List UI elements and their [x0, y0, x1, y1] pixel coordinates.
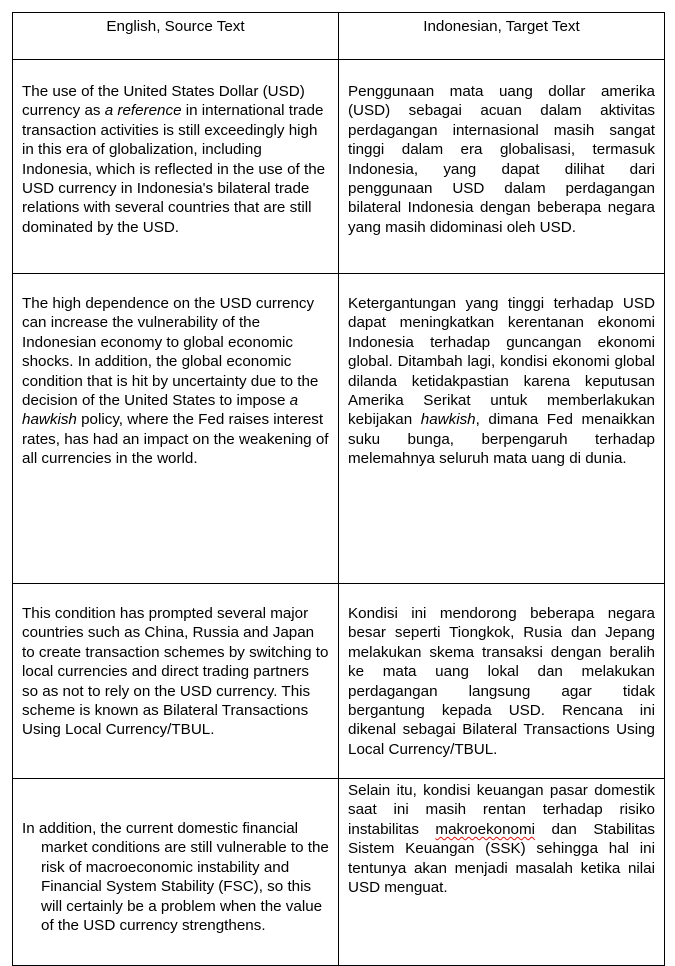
emphasized-term: a reference [104, 102, 182, 120]
emphasized-term: a hawkish [22, 392, 299, 429]
target-cell [339, 584, 665, 779]
target-text: Ketergantungan yang tinggi terhadap USD dapat meningkatkan kerentanan ekonomi Indonesia terhadap guncangan ekonomi global. Ditambah lagi, kondisi ekonomi global dilanda ketidakpastian karena keputusan Amerika Serikat untuk memberlakukan kebijakan hawkish, dimana Fed menaikkan suku bunga, berpengaruh terhadap melemahnya seluruh mata uang di dunia. [348, 295, 655, 468]
target-cell [339, 779, 665, 966]
table-row [13, 584, 665, 779]
table-row [13, 60, 665, 274]
target-header: Indonesian, Target Text [339, 13, 665, 60]
source-cell [13, 779, 339, 966]
source-cell [13, 584, 339, 779]
source-text: The use of the United States Dollar (USD) currency as a reference in international trade transaction activities is still exceedingly high in this era of globalization, including Indonesia, which is reflected in the use of the USD currency in Indonesia's bilateral trade relations with several countries that are still dominated by the USD. [22, 83, 326, 236]
target-text: Kondisi ini mendorong beberapa negara besar seperti Tiongkok, Rusia dan Jepang melakukan skema transaksi dengan beralih ke mata uang lokal dan melakukan perdagangan langsung agar tidak bergantung kepada USD. Rencana ini dikenal sebagai Bilateral Transactions Using Local Currency/TBUL. [348, 605, 655, 758]
target-text: Selain itu, kondisi keuangan pasar domestik saat ini masih rentan terhadap risiko instabilitas makroekonomi dan Stabilitas Sistem Keuangan (SSK) sehingga hal ini tentunya akan menjadi masalah ketika nilai USD menguat. [348, 782, 655, 897]
target-cell [339, 60, 665, 274]
target-cell [339, 274, 665, 584]
translation-table [12, 12, 665, 966]
source-text: In addition, the current domestic financial market conditions are still vulnerable to the risk of macroeconomic instability and Financial System Stability (FSC), so this will certainly be a problem when the value of the USD currency strengthens. [22, 820, 329, 935]
source-text: This condition has prompted several major countries such as China, Russia and Japan to create transaction schemes by switching to local currencies and direct trading partners so as not to rely on the USD currency. This scheme is known as Bilateral Transactions Using Local Currency/TBUL. [22, 605, 329, 739]
emphasized-term: hawkish [420, 411, 476, 429]
source-header: English, Source Text [13, 13, 339, 60]
source-cell [13, 60, 339, 274]
spellcheck-flagged-word[interactable]: makroekonomi [435, 820, 536, 838]
table-row [13, 779, 665, 966]
source-cell [13, 274, 339, 584]
target-text: Penggunaan mata uang dollar amerika (USD) sebagai acuan dalam aktivitas perdagangan internasional masih sangat tinggi dalam era globalisasi, termasuk Indonesia, yang dapat dilihat dari penggunaan USD dalam perdagangan bilateral Indonesia dengan beberapa negara yang masih didominasi oleh USD. [348, 83, 655, 236]
source-text: The high dependence on the USD currency can increase the vulnerability of the Indonesian economy to global economic shocks. In addition, the global economic condition that is hit by uncertainty due to the decision of the United States to impose a hawkish policy, where the Fed raises interest rates, has had an impact on the weakening of all currencies in the world. [22, 295, 329, 468]
header-row [13, 13, 665, 60]
table-row [13, 274, 665, 584]
